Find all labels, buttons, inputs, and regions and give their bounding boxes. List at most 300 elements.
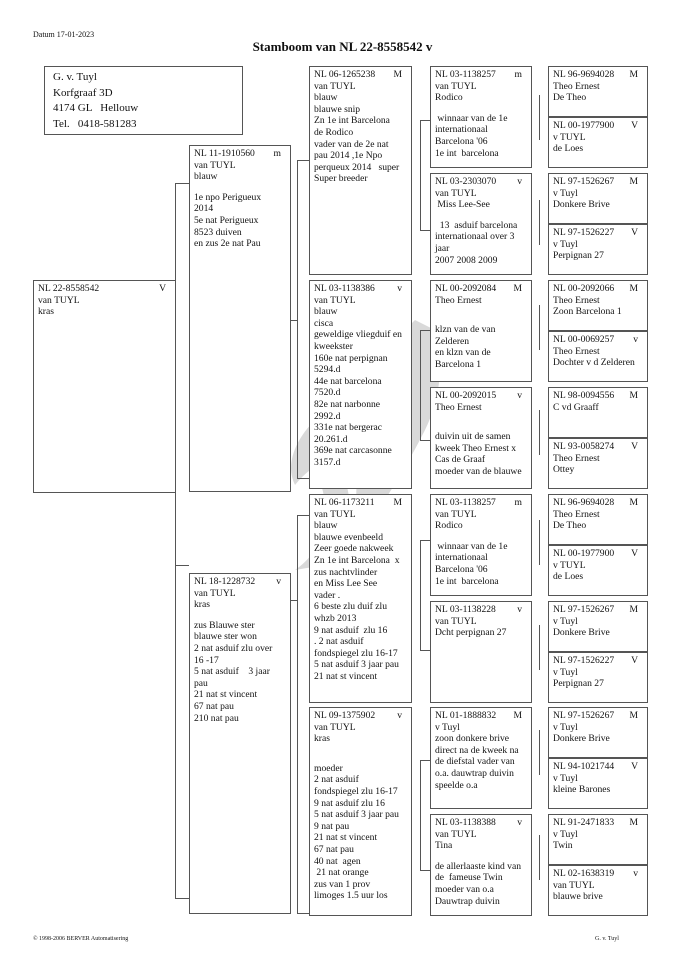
pigeon-info-line: zus nachtvlinder	[314, 566, 378, 578]
connector-line	[420, 230, 430, 231]
pigeon-info-line: De Theo	[553, 520, 587, 532]
sex-marker: v	[517, 390, 522, 401]
ring-number: NL 97-1526227	[553, 655, 615, 666]
sex-marker: V	[159, 283, 166, 294]
pigeon-header	[194, 576, 287, 588]
pigeon-info-line: speelde o.a	[435, 779, 478, 791]
pigeon-info-line: Perpignan 27	[553, 250, 604, 262]
pigeon-info-line: 210 nat pau	[194, 712, 239, 724]
pigeon-info-line: Zn 1e int Barcelona	[314, 115, 390, 127]
pigeon-info-line: v Tuyl	[553, 772, 578, 784]
pigeon-info-line: whzb 2013	[314, 612, 357, 624]
pigeon-info-line: Rodico	[435, 520, 463, 532]
ring-number: NL 00-1977900	[553, 548, 615, 559]
connector-line	[175, 183, 189, 184]
pigeon-info-line: C vd Graaff	[553, 401, 599, 413]
ring-number: NL 93-0058274	[553, 441, 615, 452]
pigeon-header	[553, 548, 644, 560]
pigeon-info-line: Zeer goede nakweek	[314, 543, 394, 555]
pigeon-header	[553, 390, 644, 402]
ring-number: NL 00-0069257	[553, 334, 615, 345]
sex-marker: m	[514, 69, 522, 80]
ring-number: NL 00-1977900	[553, 120, 615, 131]
connector-line	[297, 515, 309, 516]
ring-number: NL 11-1910560	[194, 148, 255, 159]
connector-line	[175, 898, 189, 899]
footer-owner: G. v. Tuyl	[595, 936, 619, 942]
pigeon-info-line: direct na de kweek na	[435, 744, 519, 756]
pigeon-info-line: Donkere Brive	[553, 199, 610, 211]
pigeon-info-line: Barcelona '06	[435, 135, 488, 147]
connector-line	[420, 440, 430, 441]
pigeon-info-line: moeder van o.a	[435, 883, 494, 895]
pigeon-info-line: 44e nat barcelona	[314, 375, 382, 387]
pigeon-info-line: Ottey	[553, 464, 575, 476]
owner-street: Korfgraaf 3D	[53, 86, 113, 99]
connector-line	[420, 330, 421, 440]
pigeon-info-line	[435, 413, 528, 422]
pigeon-info-line: 2014	[194, 203, 214, 215]
pigeon-info-line: Miss Lee-See	[435, 199, 490, 211]
ring-number: NL 03-1138388	[435, 817, 496, 828]
pigeon-info-line: van TUYL	[194, 587, 236, 599]
pigeon-info-line: v Tuyl	[553, 238, 578, 250]
pedigree-box-g2	[548, 117, 648, 168]
pigeon-info-line: zoon donkere brive	[435, 733, 510, 745]
sex-marker: M	[629, 497, 638, 508]
pigeon-info-line: van TUYL	[435, 508, 477, 520]
pigeon-info-line: Theo Ernest	[553, 294, 600, 306]
sex-marker: M	[629, 283, 638, 294]
pedigree-box-mff	[430, 494, 532, 596]
pigeon-info-line: de diefstal vader van	[435, 756, 515, 768]
ring-number: NL 03-1138228	[435, 604, 496, 615]
connector-line	[290, 320, 298, 321]
pedigree-box-father	[189, 145, 291, 492]
sex-marker: v	[397, 283, 402, 294]
sex-marker: M	[629, 176, 638, 187]
pigeon-info-line: . 2 nat asduif	[314, 636, 364, 648]
pigeon-info-line: v TUYL	[553, 559, 586, 571]
pedigree-box-g14	[548, 758, 648, 809]
pigeon-info-line: vader van de 2e nat	[314, 138, 389, 150]
pigeon-info-line: Theo Ernest	[553, 345, 600, 357]
pigeon-info-line: 1e int barcelona	[435, 575, 499, 587]
pedigree-box-g10	[548, 545, 648, 596]
pigeon-info-line: 5 nat asduif 3 jaar pau	[314, 659, 399, 671]
pigeon-info-line: fondspiegel zlu 16-17	[314, 647, 398, 659]
pigeon-info-line: internationaal over 3	[435, 231, 515, 243]
pedigree-box-g11	[548, 601, 648, 652]
pedigree-box-g3	[548, 173, 648, 224]
ring-number: NL 91-2471833	[553, 817, 615, 828]
pigeon-info-line: blauwe snip	[314, 103, 361, 115]
pigeon-info-line: 9 nat asduif zlu 16	[314, 624, 388, 636]
pigeon-info-line: en zus 2e nat Pau	[194, 238, 261, 250]
pigeon-info-line: De Theo	[553, 92, 587, 104]
pigeon-info-line: v Tuyl	[553, 615, 578, 627]
pigeon-info-line: winnaar van de 1e	[435, 112, 508, 124]
pigeon-info-line: 5294.d	[314, 364, 341, 376]
pigeon-info-line: duivin uit de samen	[435, 431, 511, 443]
pigeon-header	[553, 227, 644, 239]
pigeon-info-line: van TUYL	[314, 294, 356, 306]
sex-marker: V	[631, 548, 638, 559]
pedigree-box-fm	[309, 280, 412, 489]
pigeon-info-line: 20.261.d	[314, 433, 348, 445]
pigeon-info-line: 160e nat perpignan	[314, 352, 388, 364]
pigeon-info-line: Theo Ernest	[435, 294, 482, 306]
pigeon-info-line: Cas de Graaf	[435, 454, 486, 466]
pigeon-info-line: o.a. dauwtrap duivin	[435, 767, 514, 779]
pigeon-info-line: Twin	[553, 840, 573, 852]
pigeon-info-line	[435, 532, 528, 541]
pigeon-info-line: de Loes	[553, 143, 584, 155]
connector-line	[420, 330, 430, 331]
pedigree-box-g15	[548, 814, 648, 865]
sex-marker: v	[633, 334, 638, 345]
pigeon-header	[314, 69, 408, 81]
pigeon-info-line: blauw	[314, 520, 338, 532]
pigeon-header	[553, 497, 644, 509]
pigeon-info-line: 5e nat Perigueux	[194, 214, 259, 226]
pigeon-header	[314, 710, 408, 722]
pigeon-info-line: 5 nat asduif 3 jaar pau	[314, 809, 399, 821]
pigeon-info-line: 2 nat asduif	[314, 774, 359, 786]
pedigree-box-mf	[309, 494, 412, 703]
pedigree-box-mmm	[430, 814, 532, 916]
pedigree-box-fff	[430, 66, 532, 168]
ring-number: NL 98-0094556	[553, 390, 615, 401]
connector-line	[420, 760, 421, 870]
pigeon-info-line: 21 nat st vincent	[194, 689, 258, 701]
pigeon-info-line: de allerlaaste kind van	[435, 860, 522, 872]
pigeon-header	[553, 761, 644, 773]
connector-line	[539, 200, 540, 245]
connector-line	[539, 730, 540, 775]
pigeon-info-line: Zelderen	[435, 335, 470, 347]
pigeon-info-line	[435, 852, 528, 861]
pedigree-box-fmm	[430, 387, 532, 489]
sex-marker: V	[631, 120, 638, 131]
pigeon-info-line: 67 nat pau	[194, 700, 234, 712]
ring-number: NL 96-9694028	[553, 497, 615, 508]
sex-marker: V	[631, 227, 638, 238]
pigeon-info-line: zus Blauwe ster	[194, 619, 255, 631]
ring-number: NL 09-1375902	[314, 710, 376, 721]
pigeon-info-line	[314, 754, 408, 763]
sex-marker: V	[631, 761, 638, 772]
pigeon-info-line: Theo Ernest	[553, 452, 600, 464]
pigeon-info-line: pau 2014 ,1e Npo	[314, 150, 383, 162]
ring-number: NL 03-1138386	[314, 283, 375, 294]
sex-marker: v	[397, 710, 402, 721]
pigeon-info-line: v Tuyl	[553, 187, 578, 199]
connector-line	[420, 120, 421, 230]
ring-number: NL 02-1638319	[553, 868, 615, 879]
pigeon-header	[553, 176, 644, 188]
pigeon-info-line: winnaar van de 1e	[435, 540, 508, 552]
connector-line	[420, 760, 430, 761]
print-date: Datum 17-01-2023	[33, 30, 95, 39]
pigeon-info-line: 8523 duiven	[194, 226, 242, 238]
pigeon-info-line: jaar	[435, 242, 450, 254]
pigeon-info-line	[194, 611, 287, 620]
pigeon-header	[435, 69, 528, 81]
owner-city: 4174 GL Hellouw	[53, 102, 139, 114]
connector-line	[297, 515, 298, 913]
sex-marker: v	[517, 817, 522, 828]
pedigree-box-g5	[548, 280, 648, 331]
connector-line	[420, 870, 430, 871]
pigeon-info-line	[435, 104, 528, 113]
connector-line	[539, 835, 540, 880]
pigeon-info-line: 2007 2008 2009	[435, 254, 498, 266]
pigeon-info-line: 331e nat bergerac	[314, 422, 383, 434]
pigeon-header	[553, 334, 644, 346]
pigeon-info-line: 3157.d	[314, 456, 341, 468]
pigeon-info-line: v Tuyl	[553, 721, 578, 733]
pedigree-box-g7	[548, 387, 648, 438]
pigeon-header	[435, 817, 528, 829]
pigeon-info-line: 82e nat narbonne	[314, 398, 381, 410]
connector-line	[420, 650, 430, 651]
pigeon-info-line: de fameuse Twin	[435, 872, 503, 884]
pigeon-info-line: van TUYL	[38, 294, 80, 306]
pigeon-info-line: perqueux 2014 super	[314, 161, 400, 173]
pigeon-info-line: vader .	[314, 589, 341, 601]
pigeon-info-line: 369e nat carcasonne	[314, 445, 392, 457]
page-title: Stamboom van NL 22-8558542 v	[252, 39, 433, 54]
pigeon-info-line: limoges 1.5 uur los	[314, 890, 388, 902]
pigeon-info-line: Donkere Brive	[553, 733, 610, 745]
pedigree-box-mother	[189, 573, 291, 914]
pigeon-header	[553, 120, 644, 132]
pigeon-info-line: 1e int barcelona	[435, 147, 499, 159]
pigeon-header	[553, 283, 644, 295]
pigeon-header	[435, 710, 528, 722]
connector-line	[539, 95, 540, 140]
pigeon-info-line: kweekster	[314, 340, 353, 352]
pigeon-info-line: Dauwtrap duivin	[435, 895, 500, 907]
ring-number: NL 94-1021744	[553, 761, 615, 772]
pigeon-header	[435, 497, 528, 509]
pigeon-info-line	[435, 422, 528, 431]
pigeon-info-line: Zn 1e int Barcelona x	[314, 554, 400, 566]
ring-number: NL 00-2092084	[435, 283, 497, 294]
pedigree-box-g12	[548, 652, 648, 703]
ring-number: NL 03-1138257	[435, 69, 496, 80]
ring-number: NL 97-1526227	[553, 227, 615, 238]
pigeon-info-line: van TUYL	[553, 879, 595, 891]
pigeon-header	[194, 148, 287, 160]
pigeon-info-line: Tina	[435, 840, 453, 852]
pigeon-info-line: internationaal	[435, 552, 488, 564]
pigeon-info-line: pau	[194, 677, 208, 689]
pigeon-header	[553, 710, 644, 722]
ring-number: NL 06-1173211	[314, 497, 375, 508]
pigeon-info-line: en klzn van de	[435, 347, 491, 359]
pedigree-box-g9	[548, 494, 648, 545]
pigeon-header	[553, 69, 644, 81]
pedigree-box-mfm	[430, 601, 532, 703]
pigeon-info-line: van TUYL	[435, 615, 477, 627]
pigeon-info-line: 21 nat st vincent	[314, 670, 378, 682]
pedigree-box-mmf	[430, 707, 532, 809]
sex-marker: v	[517, 604, 522, 615]
pigeon-info-line: Barcelona 1	[435, 358, 482, 370]
pigeon-info-line: en Miss Lee See	[314, 578, 378, 590]
pigeon-info-line: 1e npo Perigueux	[194, 191, 262, 203]
pigeon-info-line: Barcelona '06	[435, 563, 488, 575]
ring-number: NL 01-1888832	[435, 710, 497, 721]
pigeon-info-line: fondspiegel zlu 16-17	[314, 785, 398, 797]
pigeon-info-line	[435, 211, 528, 220]
pigeon-info-line: kras	[194, 599, 210, 611]
pigeon-header	[553, 604, 644, 616]
pigeon-info-line: Dochter v d Zelderen	[553, 357, 635, 369]
sex-marker: v	[276, 576, 281, 587]
pigeon-info-line: kras	[314, 733, 330, 745]
pigeon-info-line	[194, 183, 287, 192]
connector-line	[175, 565, 189, 566]
connector-line	[539, 625, 540, 670]
pigeon-info-line: 6 beste zlu duif zlu	[314, 601, 387, 613]
sex-marker: M	[393, 69, 402, 80]
pigeon-info-line: 5 nat asduif 3 jaar	[194, 666, 270, 678]
sex-marker: m	[514, 497, 522, 508]
pedigree-box-g16	[548, 865, 648, 916]
pigeon-info-line: Theo Ernest	[435, 401, 482, 413]
connector-line	[539, 305, 540, 350]
pedigree-box-g4	[548, 224, 648, 275]
pigeon-info-line: 16 -17	[194, 654, 219, 666]
pigeon-info-line: blauw	[314, 306, 338, 318]
ring-number: NL 97-1526267	[553, 604, 615, 615]
pigeon-info-line: Donkere Brive	[553, 627, 610, 639]
pedigree-box-subject	[33, 280, 176, 493]
pedigree-box-fmf	[430, 280, 532, 382]
sex-marker: M	[513, 283, 522, 294]
pedigree-box-ffm	[430, 173, 532, 275]
pigeon-info-line: moeder	[314, 762, 343, 774]
sex-marker: M	[513, 710, 522, 721]
pedigree-box-ff	[309, 66, 412, 275]
pigeon-info-line: van TUYL	[314, 80, 356, 92]
pigeon-info-line: 9 nat pau	[314, 820, 350, 832]
pigeon-info-line: 67 nat pau	[314, 843, 354, 855]
footer-copyright: © 1998-2006 BERVER Automatisering	[33, 936, 129, 942]
sex-marker: m	[273, 148, 281, 159]
pigeon-info-line: kweek Theo Ernest x	[435, 442, 517, 454]
pedigree-box-g8	[548, 438, 648, 489]
pigeon-info-line: kras	[38, 306, 54, 318]
pigeon-info-line: Super breeder	[314, 173, 368, 185]
pigeon-info-line: van TUYL	[314, 721, 356, 733]
pigeon-header	[435, 176, 528, 188]
sex-marker: M	[629, 390, 638, 401]
pigeon-info-line: de Rodico	[314, 126, 354, 138]
pigeon-info-line: internationaal	[435, 124, 488, 136]
owner-phone: Tel. 0418-581283	[53, 117, 137, 130]
sex-marker: M	[629, 710, 638, 721]
pigeon-info-line: klzn van de van	[435, 324, 496, 336]
pigeon-header	[553, 868, 644, 880]
pigeon-header	[435, 390, 528, 402]
pigeon-info-line: van TUYL	[435, 828, 477, 840]
pigeon-info-line	[314, 745, 408, 754]
pigeon-header	[38, 283, 172, 295]
ring-number: NL 06-1265238	[314, 69, 376, 80]
pigeon-info-line: cisca	[314, 317, 334, 329]
sex-marker: v	[633, 868, 638, 879]
sex-marker: M	[629, 817, 638, 828]
pigeon-info-line: Zoon Barcelona 1	[553, 306, 622, 318]
pigeon-header	[553, 655, 644, 667]
connector-line	[420, 540, 421, 650]
pigeon-info-line: van TUYL	[194, 159, 236, 171]
pigeon-header	[553, 441, 644, 453]
pigeon-info-line: 40 nat agen	[314, 855, 361, 867]
connector-line	[297, 478, 309, 479]
connector-line	[539, 410, 540, 455]
ring-number: NL 97-1526267	[553, 710, 615, 721]
sex-marker: V	[631, 441, 638, 452]
pigeon-info-line: 9 nat asduif zlu 16	[314, 797, 385, 809]
connector-line	[420, 540, 430, 541]
connector-line	[297, 160, 298, 478]
pigeon-info-line: van TUYL	[435, 187, 477, 199]
pedigree-box-g1	[548, 66, 648, 117]
sex-marker: M	[629, 604, 638, 615]
pigeon-info-line: Theo Ernest	[553, 80, 600, 92]
connector-line	[297, 160, 309, 161]
ring-number: NL 96-9694028	[553, 69, 615, 80]
pigeon-info-line: v Tuyl	[435, 721, 460, 733]
pigeon-info-line: Rodico	[435, 92, 463, 104]
pigeon-info-line: blauwe brive	[553, 891, 603, 903]
sex-marker: V	[631, 655, 638, 666]
pedigree-box-mm	[309, 707, 412, 916]
pigeon-header	[314, 283, 408, 295]
pigeon-header	[435, 283, 528, 295]
ring-number: NL 03-1138257	[435, 497, 496, 508]
ring-number: NL 97-1526267	[553, 176, 615, 187]
pigeon-info-line: Dcht perpignan 27	[435, 627, 507, 639]
pigeon-info-line: 2 nat asduif zlu over	[194, 642, 273, 654]
pigeon-info-line: v Tuyl	[553, 666, 578, 678]
pigeon-info-line: v Tuyl	[553, 828, 578, 840]
pigeon-info-line: 21 nat st vincent	[314, 832, 378, 844]
ring-number: NL 22-8558542	[38, 283, 100, 294]
sex-marker: M	[629, 69, 638, 80]
connector-line	[420, 120, 430, 121]
pigeon-header	[435, 604, 528, 616]
pigeon-info-line: de Loes	[553, 571, 584, 583]
pigeon-info-line: van TUYL	[435, 80, 477, 92]
pigeon-info-line	[435, 306, 528, 315]
pigeon-info-line: 21 nat orange	[314, 867, 369, 879]
pigeon-info-line: 7520.d	[314, 387, 341, 399]
sex-marker: v	[517, 176, 522, 187]
connector-line	[290, 600, 298, 601]
pigeon-info-line: 13 asduif barcelona	[435, 219, 518, 231]
pigeon-info-line: blauw	[314, 92, 338, 104]
owner-name: G. v. Tuyl	[53, 71, 97, 83]
ring-number: NL 00-2092066	[553, 283, 615, 294]
pigeon-info-line: moeder van de blauwe	[435, 465, 522, 477]
pigeon-info-line: kleine Barones	[553, 784, 611, 796]
